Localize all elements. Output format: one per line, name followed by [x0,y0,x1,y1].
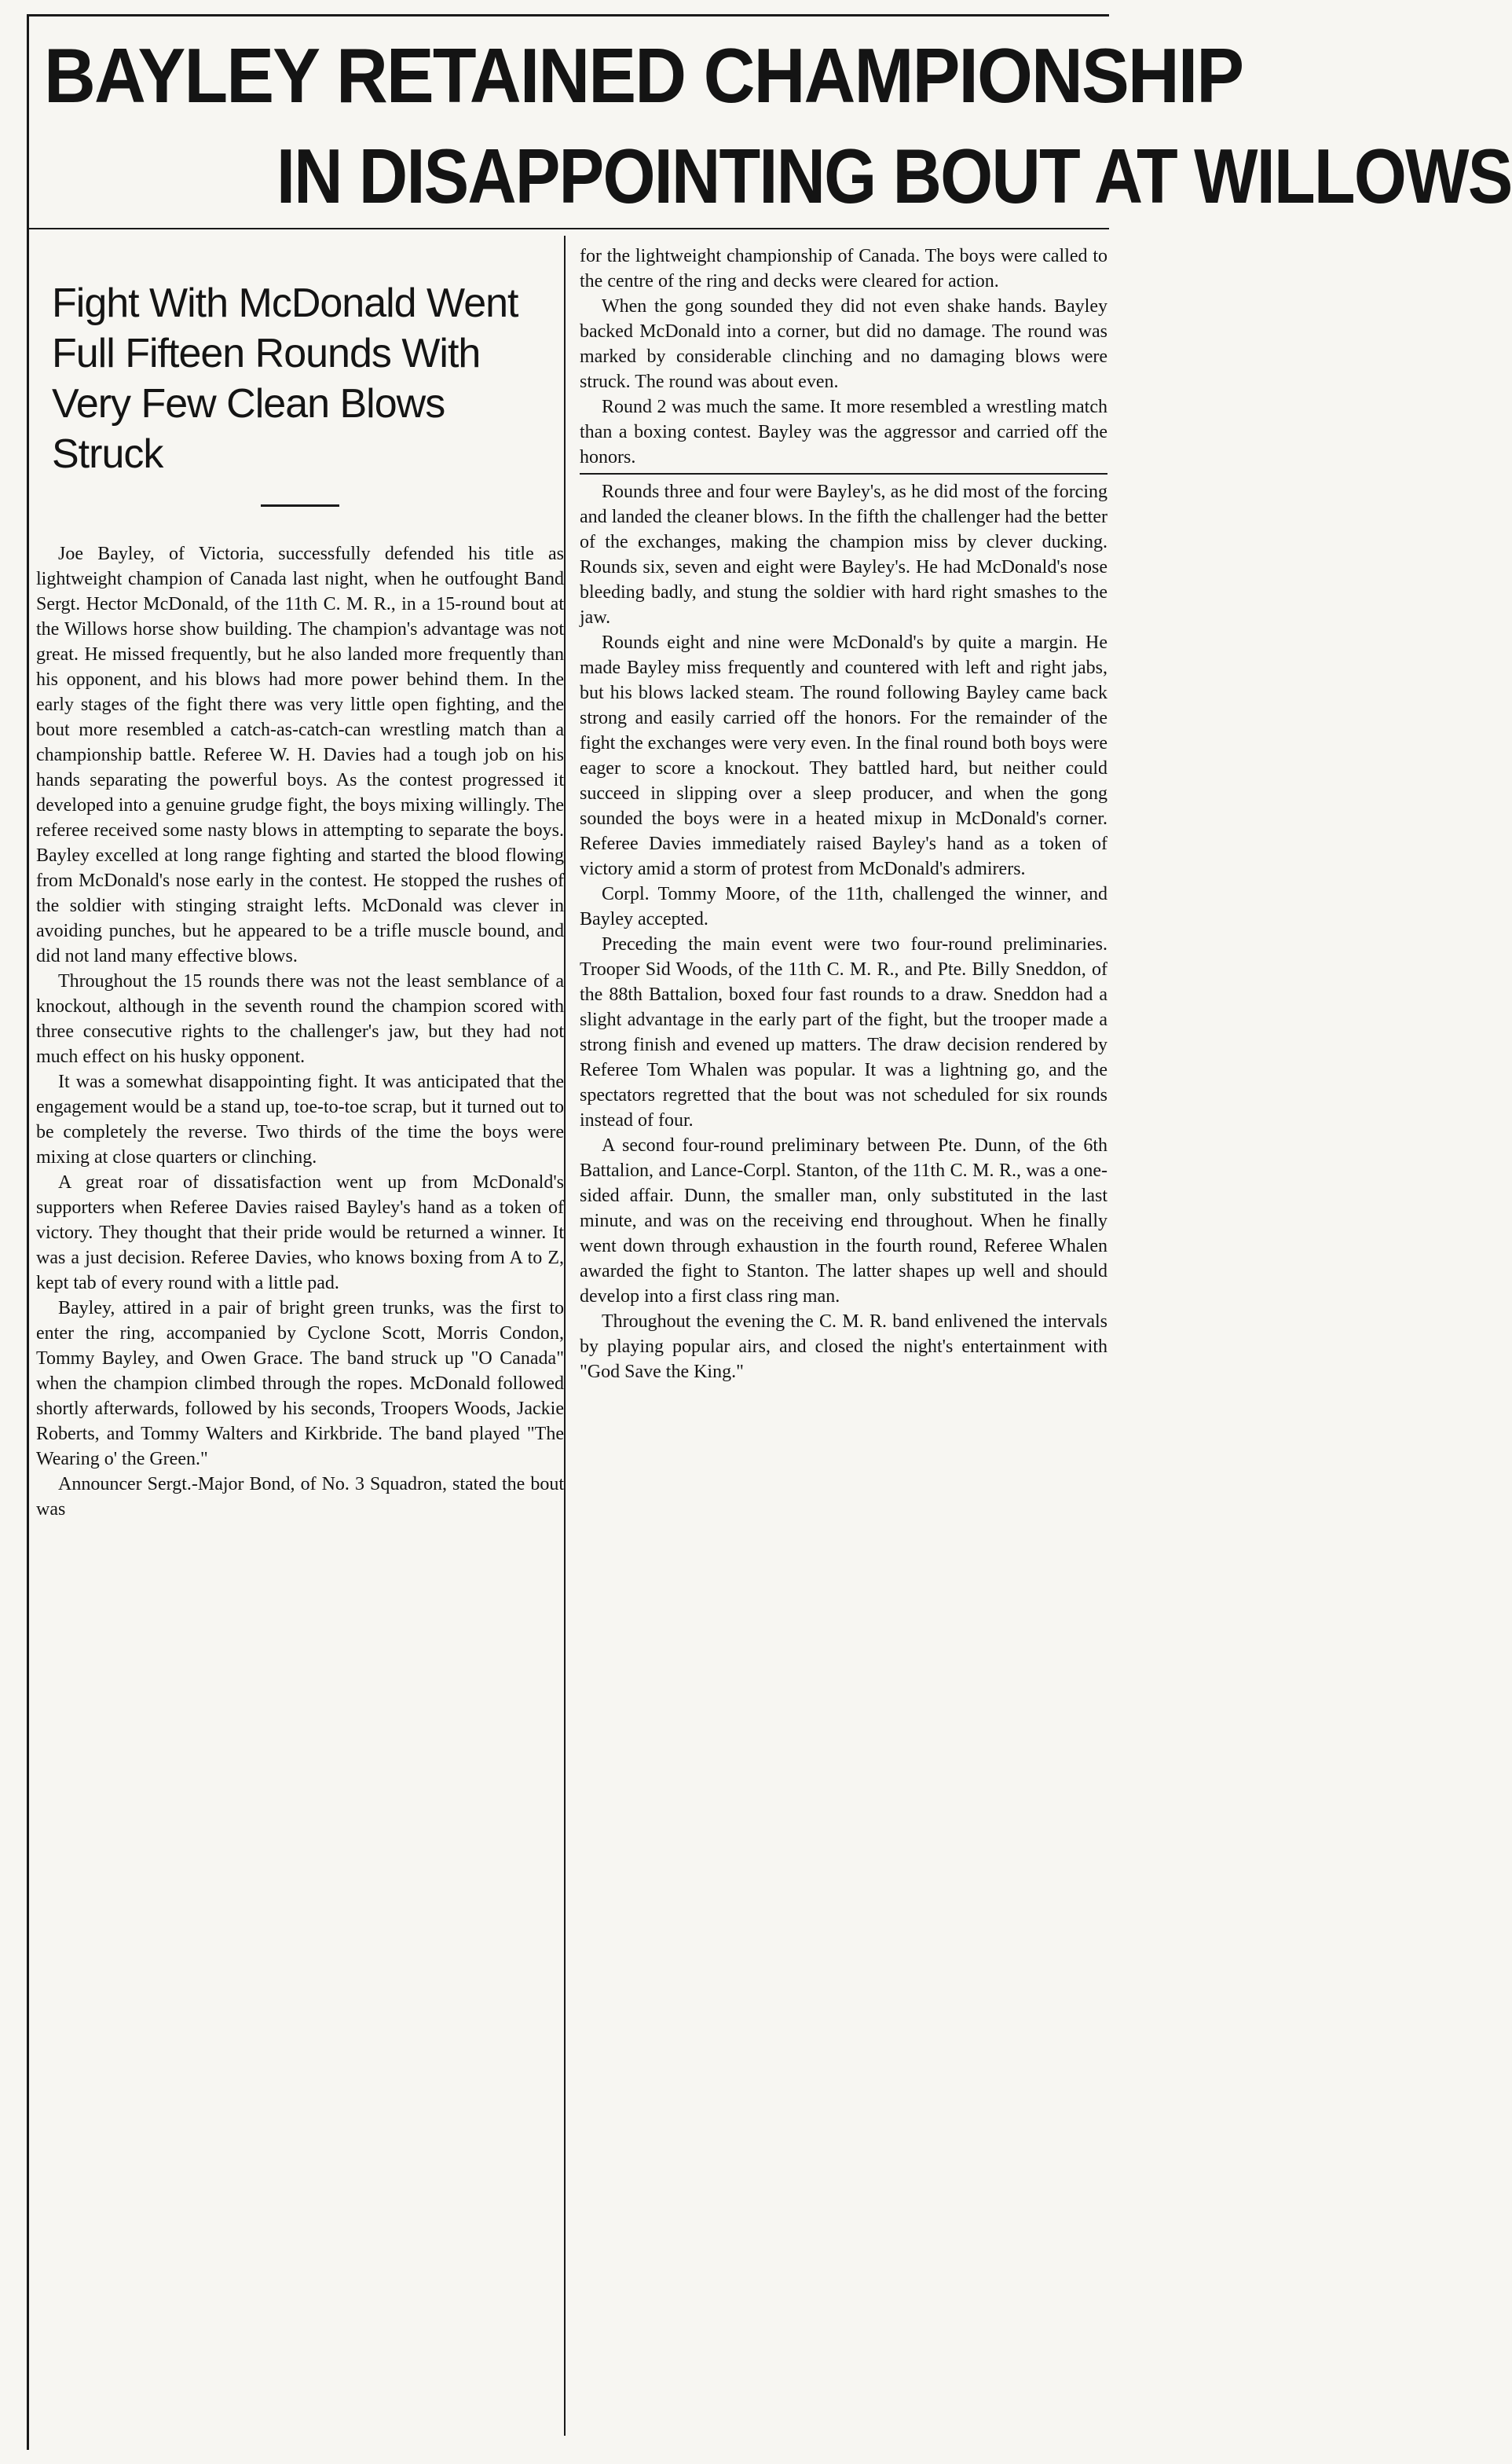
deck-line: Fight With McDonald Went [52,280,518,326]
article-paragraph: Announcer Sergt.-Major Bond, of No. 3 Squadron, stated the bout was [36,1474,564,1520]
article-paragraph: Rounds eight and nine were McDonald's by quite a margin. He made Bayley miss frequently and countered with left and right jabs, but his blows lacked steam. The round following Bayley came back strong and easily carried off the honors. For the remainder of the fight the exchanges were very even. In the final round both boys were eager to score a knockout. They battled hard, but neither could succeed in slipping over a sleep producer, and when the gong sounded the boys were in a heated mixup in McDonald's corner. Referee Davies immediately raised Bayley's hand as a token of victory amid a storm of protest from McDonald's admirers. [580,632,1107,879]
article-paragraph: for the lightweight championship of Canada. The boys were called to the centre of the ring and decks were cleared for action. [580,246,1107,292]
column-section-rule [580,473,1107,475]
top-border-rule [28,14,1109,16]
deck-line: Very Few Clean Blows [52,381,445,427]
article-paragraph: Rounds three and four were Bayley's, as he did most of the forcing and landed the cleaner blows. In the fifth the challenger had the better of the exchanges, making the champion miss by clever ducking. Rounds six, seven and eight were Bayley's. He had McDonald's nose bleeding badly, and stung the soldier with hard right smashes to the jaw. [580,482,1107,628]
headline-line-2: IN DISAPPOINTING BOUT AT WILLOWS [276,133,1512,219]
article-paragraph: It was a somewhat disappointing fight. It was anticipated that the engagement would be a stand up, toe-to-toe scrap, but it turned out to be completely the reverse. Two thirds of the time the boys were mixing at close quarters or clinching. [36,1072,564,1168]
right-column [580,244,1107,1384]
headline-line-1: BAYLEY RETAINED CHAMPIONSHIP [44,32,1243,119]
deck-line: Struck [52,431,163,477]
subheadline-deck [52,278,564,479]
headline-rule [28,228,1109,229]
article-paragraph: Corpl. Tommy Moore, of the 11th, challenged the winner, and Bayley accepted. [580,884,1107,930]
deck-line: Full Fifteen Rounds With [52,331,481,376]
article-paragraph: When the gong sounded they did not even shake hands. Bayley backed McDonald into a corner, but did no damage. The round was marked by considerable clinching and no damaging blows were struck. The round was about even. [580,296,1107,392]
article-paragraph: Bayley, attired in a pair of bright green trunks, was the first to enter the ring, accompanied by Cyclone Scott, Morris Condon, Tommy Bayley, and Owen Grace. The band struck up "O Canada" when the champion climbed through the ropes. McDonald followed shortly afterwards, followed by his seconds, Troopers Woods, Jackie Roberts, and Tommy Walters and Kirkbride. The band played "The Wearing o' the Green." [36,1298,564,1469]
article-paragraph: Round 2 was much the same. It more resembled a wrestling match than a boxing contest. Bayley was the aggressor and carried off the honors. [580,397,1107,468]
article-paragraph: Joe Bayley, of Victoria, successfully defended his title as lightweight champion of Canada last night, when he outfought Band Sergt. Hector McDonald, of the 11th C. M. R., in a 15-round bout at the Willows horse show building. The champion's advantage was not great. He missed frequently, but he also landed more frequently than his opponent, and his blows had more power behind them. In the early stages of the fight there was very little open fighting, and the bout more resembled a catch-as-catch-can wrestling match than a championship battle. Referee W. H. Davies had a tough job on his hands separating the powerful boys. As the contest progressed it developed into a genuine grudge fight, the boys mixing willingly. The referee received some nasty blows in attempting to separate the boys. Bayley excelled at long range fighting and started the blood flowing from McDonald's nose early in the contest. He stopped the rushes of the soldier with stinging straight lefts. McDonald was clever in avoiding punches, but he appeared to be a trifle muscle bound, and did not land many effective blows. [36,544,564,966]
deck-rule [261,504,339,507]
article-paragraph: Throughout the evening the C. M. R. band enlivened the intervals by playing popular airs, and closed the night's entertainment with "God Save the King." [580,1311,1107,1382]
article-paragraph: Throughout the 15 rounds there was not the least semblance of a knockout, although in the seventh round the champion scored with three consecutive rights to the challenger's jaw, but they had not much effect on his husky opponent. [36,971,564,1067]
left-column [36,244,564,1522]
article-paragraph: Preceding the main event were two four-round preliminaries. Trooper Sid Woods, of the 11th C. M. R., and Pte. Billy Sneddon, of the 88th Battalion, boxed four fast rounds to a draw. Sneddon had a slight advantage in the early part of the fight, but the trooper made a strong finish and evened up matters. The draw decision rendered by Referee Tom Whalen was popular. It was a lightning go, and the spectators regretted that the bout was not scheduled for six rounds instead of four. [580,934,1107,1131]
article-paragraph: A second four-round preliminary between Pte. Dunn, of the 6th Battalion, and Lance-Corpl. Stanton, of the 11th C. M. R., was a one-sided affair. Dunn, the smaller man, only substituted in the last minute, and was on the receiving end throughout. When he finally went down through exhaustion in the fourth round, Referee Whalen awarded the fight to Stanton. The latter shapes up well and should develop into a first class ring man. [580,1135,1107,1307]
article-paragraph: A great roar of dissatisfaction went up from McDonald's supporters when Referee Davies raised Bayley's hand as a token of victory. They thought that their pride would be returned a winner. It was a just decision. Referee Davies, who knows boxing from A to Z, kept tab of every round with a little pad. [36,1172,564,1293]
left-border-rule [27,14,29,2450]
column-divider [564,236,566,2436]
